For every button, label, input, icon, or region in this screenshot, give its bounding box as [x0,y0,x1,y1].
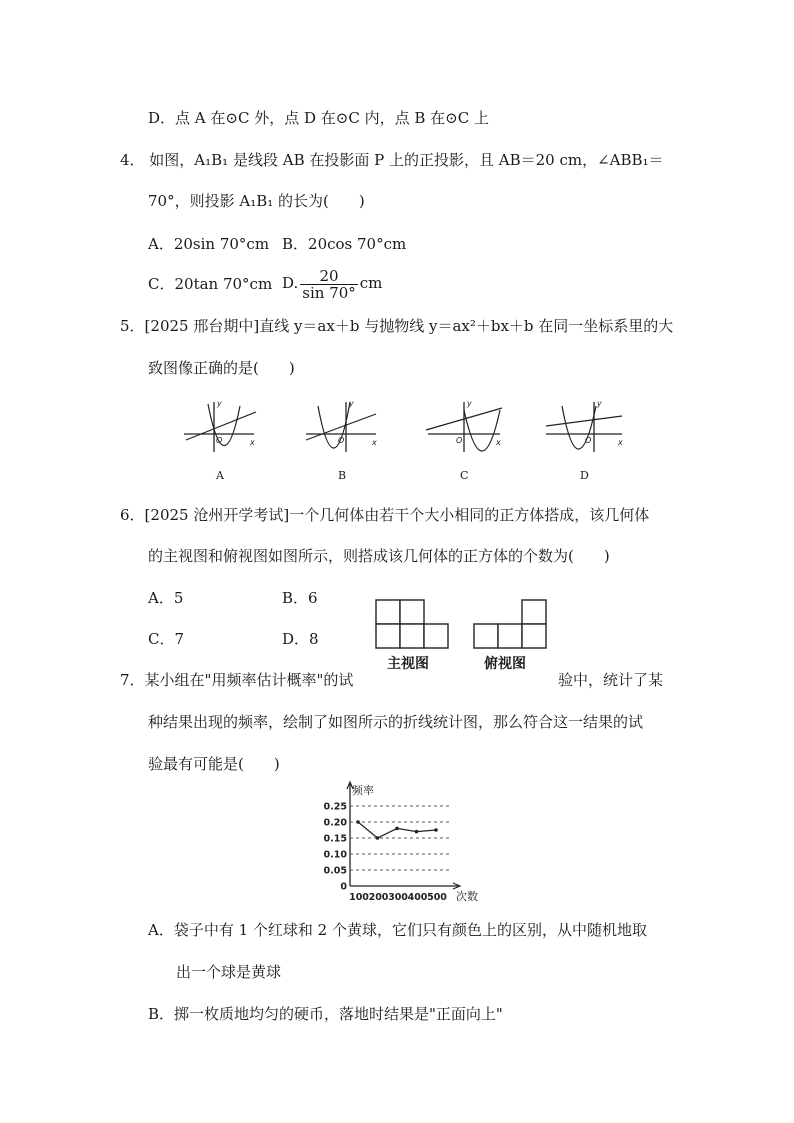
q4-option-d-prefix: D. [282,274,299,292]
chart-data-point [356,820,360,824]
q7-stem-line1-right: 验中，统计了某 [558,671,664,689]
q5-graph-d-label: D [580,469,589,482]
q6-front-view-label: 主视图 [387,656,429,672]
q4-option-b: B．20cos 70°cm [282,235,407,253]
q5-graph-c-y-label: y [467,399,472,408]
top-view-cube [474,624,498,648]
chart-data-point [415,830,419,834]
q5-graph-d [544,396,626,458]
q6-option-a: A．5 [148,589,184,607]
q5-graph-c [424,396,506,458]
q4-option-d-fraction [300,268,358,301]
front-view-cube [400,600,424,624]
front-view-cube [376,624,400,648]
top-view-cube [522,624,546,648]
q5-graph-a [180,396,260,458]
q5-graph-c-x-label: x [496,438,501,447]
q4-option-d-denominator: sin 70° [302,283,356,302]
chart-data-point [395,827,399,831]
q7-option-a-line2: 出一个球是黄球 [176,963,282,981]
q5-stem-line2: 致图像正确的是( ) [148,359,295,377]
q6-option-c: C．7 [148,630,185,648]
q7-stem-line1-left: 7．某小组在"用频率估计概率"的试 [120,671,354,689]
q6-stem-line1: 6．[2025 沧州开学考试]一个几何体由若干个大小相同的正方体搭成，该几何体 [120,506,650,524]
q6-option-d: D．8 [282,630,319,648]
q6-option-b: B．6 [282,589,318,607]
chart-x-tick-label: 400 [407,892,428,903]
q6-front-view [374,598,450,650]
chart-y-tick-label: 0.15 [323,833,347,845]
chart-y-axis-title: 频率 [352,784,374,797]
chart-y-tick-label: 0 [340,881,347,893]
chart-x-tick-label: 500 [427,892,447,903]
chart-data-point [434,828,438,832]
top-view-cube [498,624,522,648]
front-view-cube [376,600,400,624]
q5-graph-c-origin: O [456,436,463,445]
chart-y-tick-label: 0.20 [323,817,347,829]
chart-data-point [376,836,380,840]
q5-graph-a-origin: O [216,436,223,445]
q5-graph-b-origin: O [338,436,345,445]
front-view-cube [400,624,424,648]
chart-y-tick-label: 0.05 [323,865,347,877]
q5-graph-d-x-label: x [618,438,623,447]
q7-stem-line2: 种结果出现的频率，绘制了如图所示的折线统计图，那么符合这一结果的试 [148,713,644,731]
q5-graph-b [302,396,382,458]
q7-stem-line3: 验最有可能是( ) [148,755,280,773]
q5-graph-d-origin: O [585,436,592,445]
q5-graph-d-y-label: y [597,399,602,408]
q5-stem-line1: 5．[2025 邢台期中]直线 y＝ax＋b 与抛物线 y＝ax²＋bx＋b 在同一坐标系里的大 [120,317,674,335]
q4-stem-line2: 70°，则投影 A₁B₁ 的长为( ) [148,192,365,210]
chart-y-tick-label: 0.25 [323,801,347,813]
q4-option-d-numerator: 20 [300,268,358,285]
chart-x-tick-label: 200 [368,892,389,903]
q6-top-view [472,598,548,650]
q5-graph-b-label: B [338,469,347,482]
q7-frequency-chart [310,780,490,905]
q4-option-c: C．20tan 70°cm [148,275,273,293]
q5-graph-c-label: C [460,469,469,482]
q3-option-d: D．点 A 在⊙C 外，点 D 在⊙C 内，点 B 在⊙C 上 [148,109,489,127]
q4-option-d [282,263,382,303]
q7-option-b: B．掷一枚质地均匀的硬币，落地时结果是"正面向上" [148,1005,503,1023]
chart-x-axis-title: 次数 [456,890,478,903]
q5-graph-a-label: A [216,469,224,482]
q5-graph-a-x-label: x [250,438,255,447]
top-view-cube [522,600,546,624]
q6-top-view-label: 俯视图 [484,656,526,672]
chart-x-tick-label: 100 [349,892,369,903]
q4-stem-line1: 4． 如图，A₁B₁ 是线段 AB 在投影面 P 上的正投影，且 AB＝20 cm，∠ABB₁＝ [120,151,664,169]
front-view-cube [424,624,448,648]
chart-x-tick-label: 300 [388,892,408,903]
q5-graph-b-y-label: y [349,399,354,408]
q7-option-a-line1: A．袋子中有 1 个红球和 2 个黄球，它们只有颜色上的区别，从中随机地取 [148,921,647,939]
q4-option-d-unit: cm [359,274,383,292]
chart-y-tick-label: 0.10 [323,849,347,861]
q5-graph-b-x-label: x [372,438,377,447]
q6-stem-line2: 的主视图和俯视图如图所示，则搭成该几何体的正方体的个数为( ) [148,547,610,565]
q5-graph-a-y-label: y [217,399,222,408]
q4-option-a: A．20sin 70°cm [148,235,270,253]
